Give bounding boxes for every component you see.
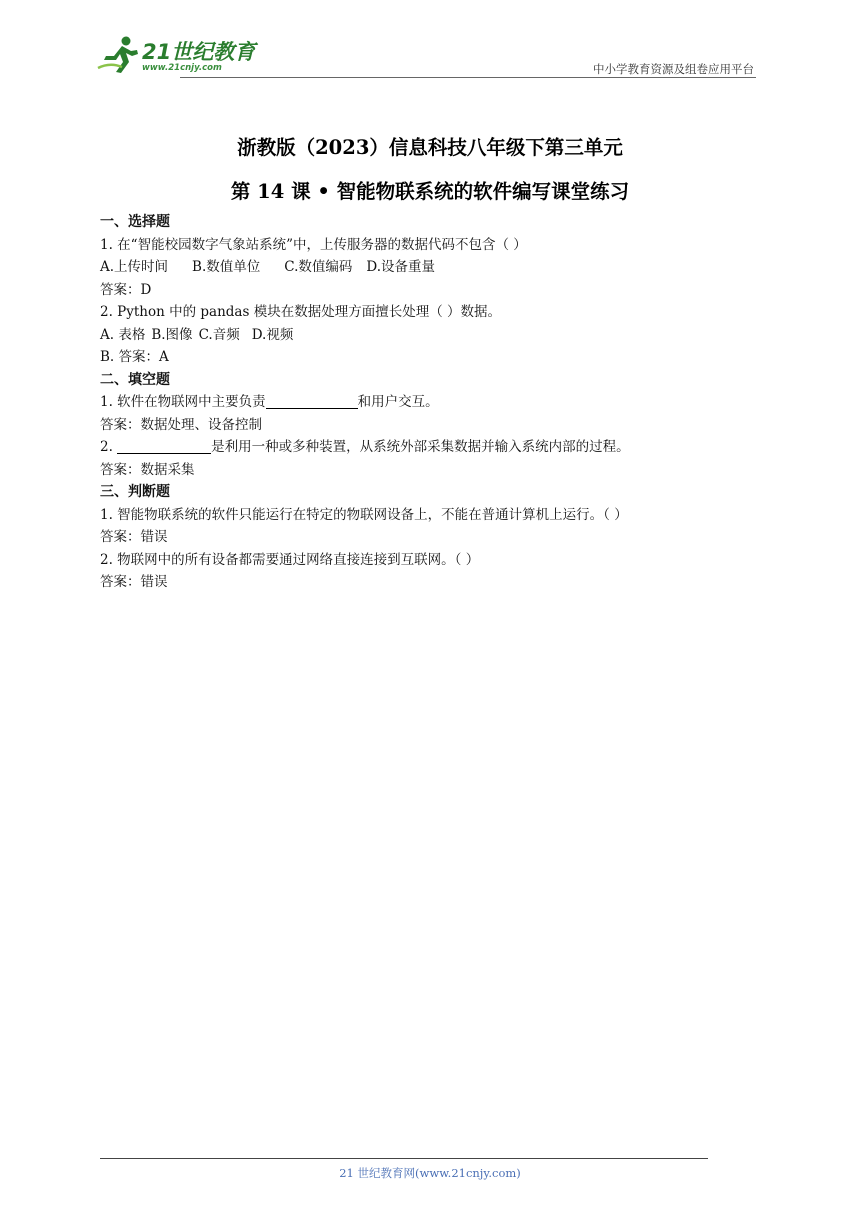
fill-question-before: 2. xyxy=(100,439,118,455)
logo-url-text: www.21cnjy.com xyxy=(142,63,222,73)
footer-divider xyxy=(100,1158,708,1159)
answer-text: B. 答案：A xyxy=(100,349,169,365)
footer-link[interactable]: 21 世纪教育网(www.21cnjy.com) xyxy=(339,1166,521,1180)
platform-label: 中小学教育资源及组卷应用平台 xyxy=(593,62,754,76)
header-divider xyxy=(180,77,756,78)
answer-text: 答案：错误 xyxy=(100,529,168,545)
fill-question-before: 1. 软件在物联网中主要负责 xyxy=(100,394,266,410)
option-a: A.上传时间 xyxy=(100,259,169,275)
question-options xyxy=(100,324,760,347)
question-stem: 1. 在“智能校园数字气象站系统”中，上传服务器的数据代码不包含（ ） xyxy=(100,236,527,253)
question-stem: 2. Python 中的 pandas 模块在数据处理方面擅长处理（ ）数据。 xyxy=(100,304,501,320)
fill-question-after: 是利用一种或多种装置，从系统外部采集数据并输入系统内部的过程。 xyxy=(211,439,630,455)
answer-text: 答案：错误 xyxy=(100,574,168,590)
section-heading-fill: 二、填空题 xyxy=(100,371,170,388)
fill-question xyxy=(100,391,760,414)
page-header xyxy=(96,30,756,80)
option-c: C.数值编码 xyxy=(284,259,353,275)
option-b: B.图像 xyxy=(151,326,193,343)
section-heading-judge: 三、判断题 xyxy=(100,484,170,500)
answer-blank xyxy=(266,393,358,409)
document-title: 浙教版（2023）信息科技八年级下第三单元 xyxy=(237,136,623,159)
document-body xyxy=(100,211,760,594)
answer-text: 答案：数据采集 xyxy=(100,461,195,478)
option-d: D.设备重量 xyxy=(366,259,436,275)
option-d: D.视频 xyxy=(251,326,294,343)
option-c: C.音频 xyxy=(198,326,240,343)
site-logo[interactable] xyxy=(96,30,266,78)
answer-text: 答案：数据处理、设备控制 xyxy=(100,416,262,433)
fill-question xyxy=(100,436,760,459)
option-a: A. 表格 xyxy=(100,326,146,343)
answer-text: 答案：D xyxy=(100,281,152,298)
logo-brand-text: 21世纪教育 xyxy=(142,40,256,64)
running-figure-icon xyxy=(96,34,142,74)
fill-question-after: 和用户交互。 xyxy=(357,394,439,410)
question-stem: 2. 物联网中的所有设备都需要通过网络直接连接到互联网。（ ） xyxy=(100,551,480,568)
question-options xyxy=(100,256,760,279)
document-subtitle: 第 14 课 • 智能物联系统的软件编写课堂练习 xyxy=(230,180,630,203)
option-b: B.数值单位 xyxy=(192,259,261,275)
answer-blank xyxy=(117,438,211,454)
question-stem: 1. 智能物联系统的软件只能运行在特定的物联网设备上，不能在普通计算机上运行。（ ） xyxy=(100,506,628,523)
section-heading-choice: 一、选择题 xyxy=(100,214,170,230)
